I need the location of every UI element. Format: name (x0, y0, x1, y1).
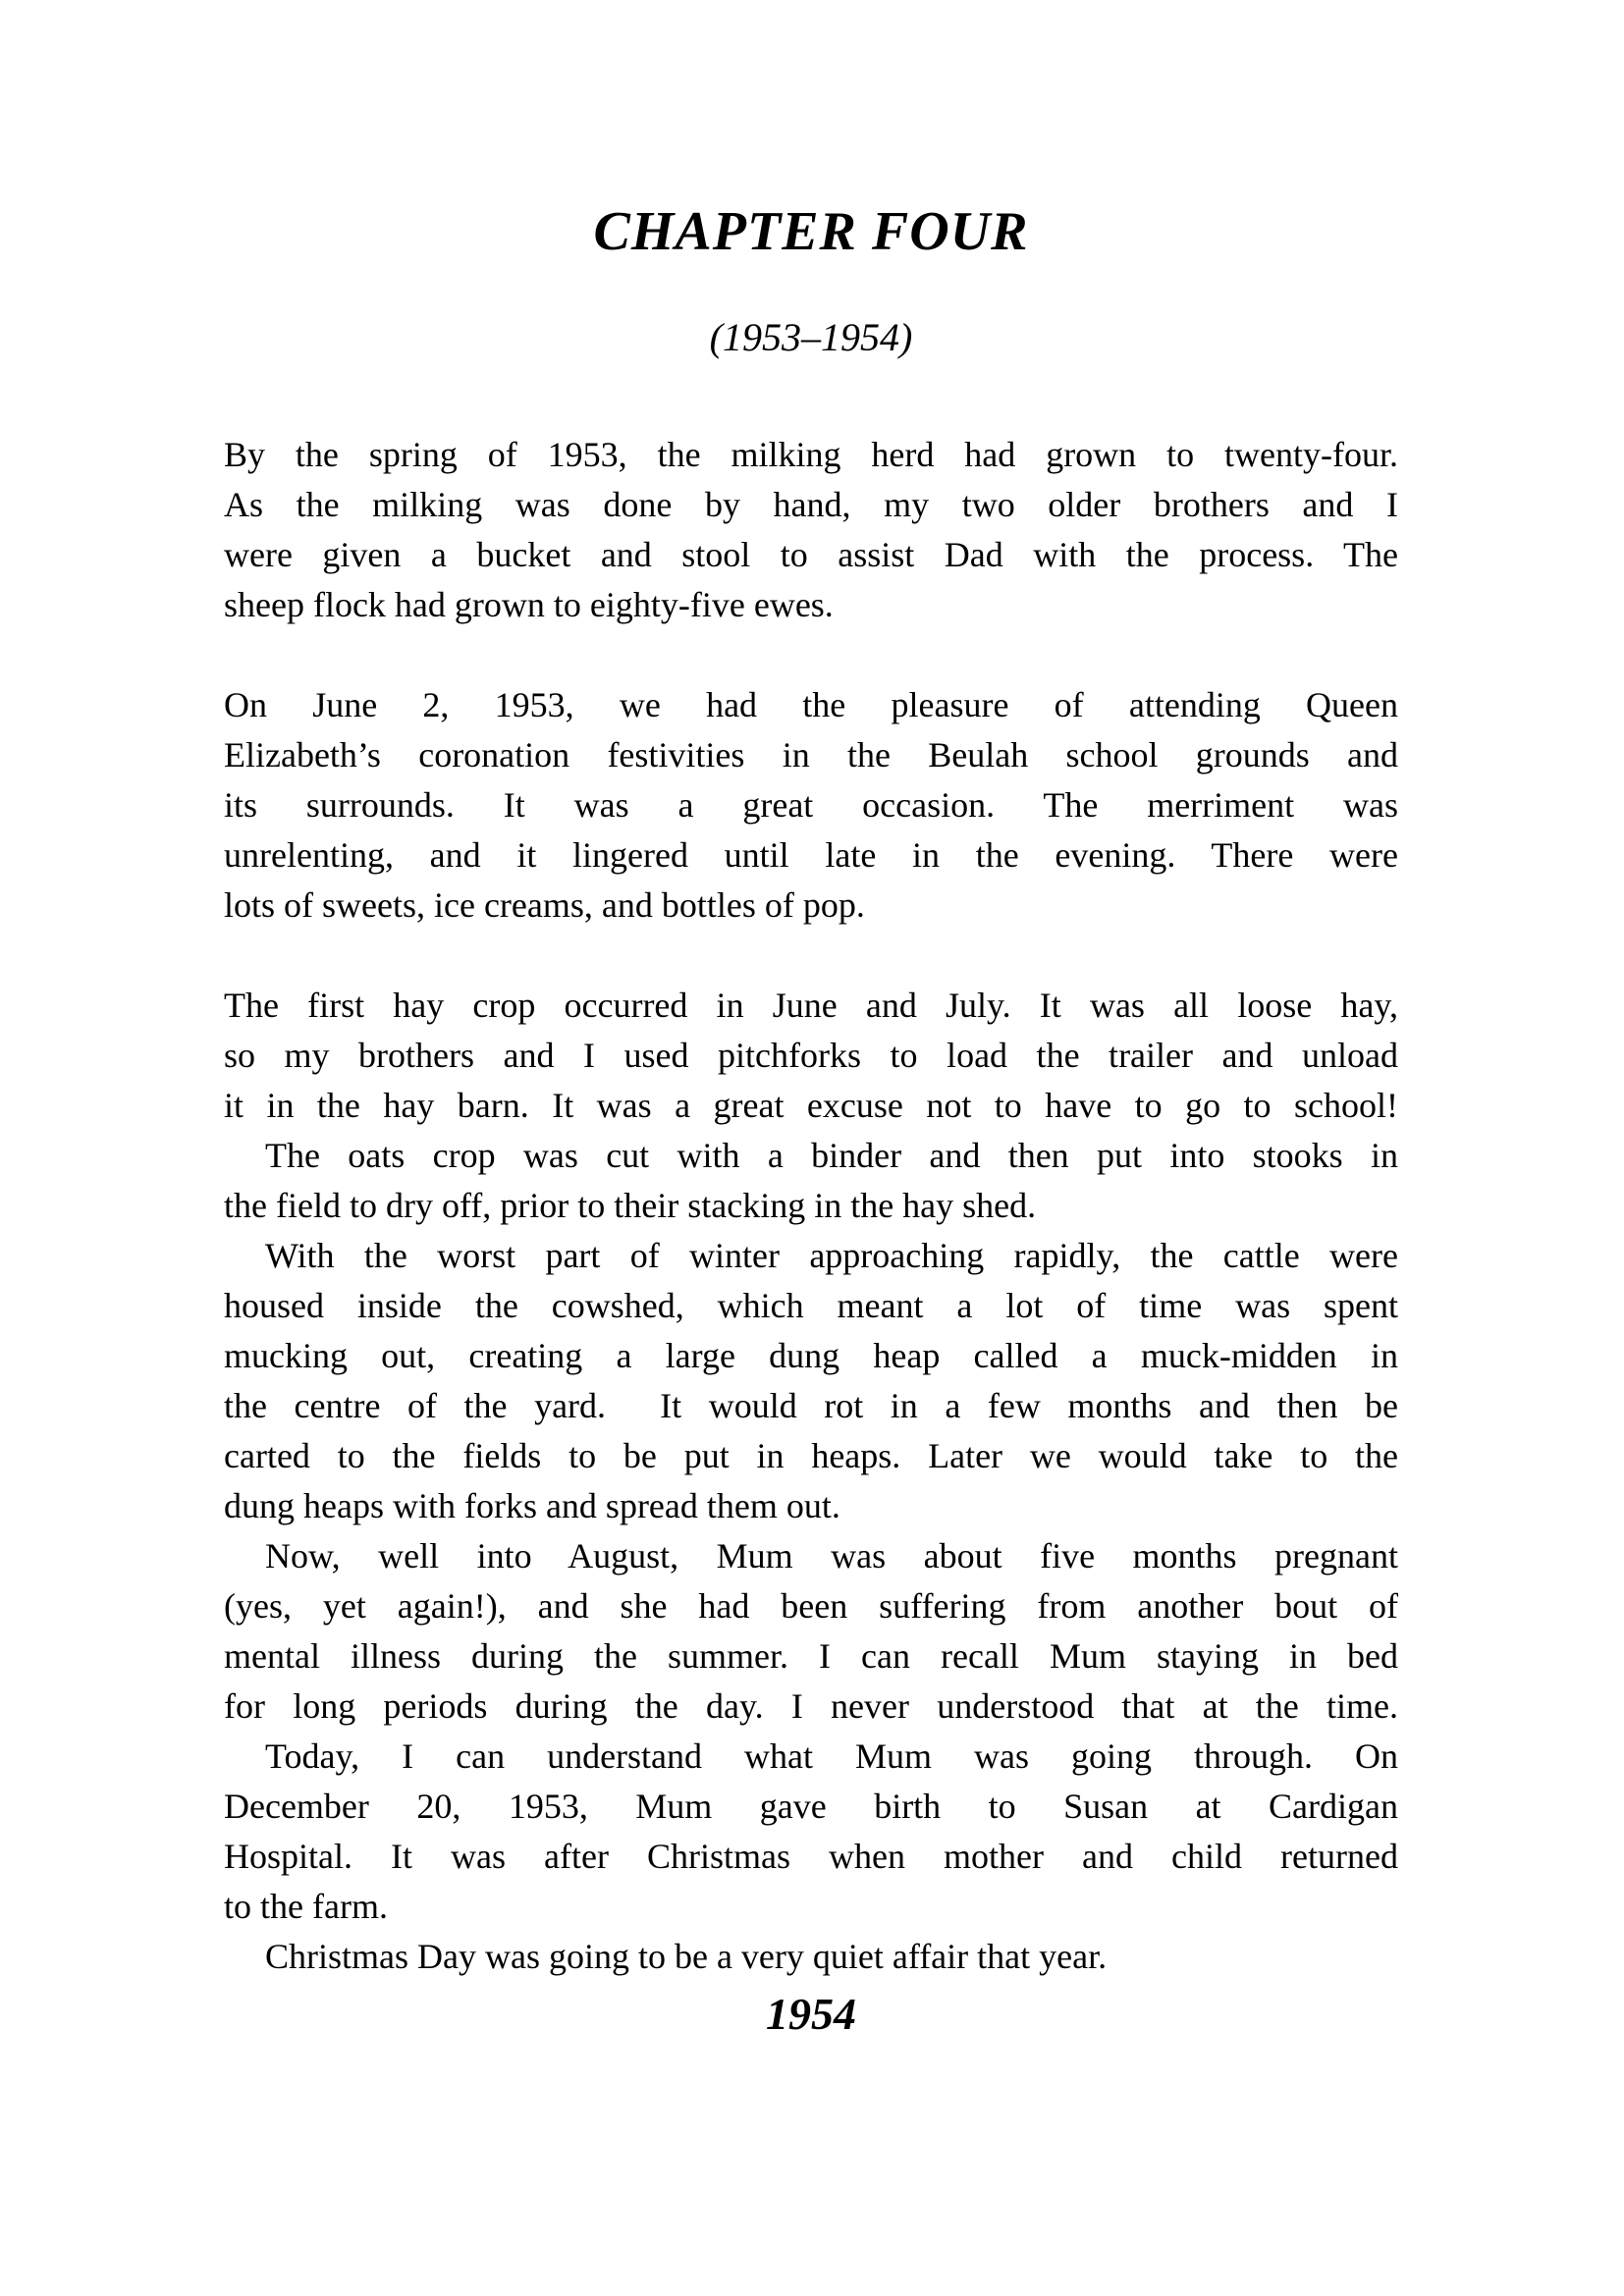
text-line: The oats crop was cut with a binder and then put into stooks in (265, 1136, 1398, 1175)
chapter-body (224, 430, 1398, 1982)
text-line: Hospital. It was after Christmas when mother and child returned (224, 1837, 1398, 1876)
paragraph (224, 1231, 1398, 1531)
paragraph (224, 1131, 1398, 1231)
paragraph (224, 981, 1398, 1131)
text-line: housed inside the cowshed, which meant a lot of time was spent (224, 1286, 1398, 1325)
text-line: Christmas Day was going to be a very quiet affair that year. (265, 1937, 1108, 1976)
text-line: December 20, 1953, Mum gave birth to Susan at Cardigan (224, 1787, 1398, 1826)
text-line: With the worst part of winter approaching rapidly, the cattle were (265, 1236, 1398, 1275)
text-line: the field to dry off, prior to their stacking in the hay shed. (224, 1186, 1037, 1225)
text-line: mucking out, creating a large dung heap called a muck-midden in (224, 1336, 1398, 1375)
chapter-subtitle: (1953–1954) (709, 315, 913, 359)
page-year-label: 1954 (766, 1989, 856, 2039)
text-line: to the farm. (224, 1887, 388, 1926)
text-line: the centre of the yard. It would rot in a few months and then be (224, 1386, 1398, 1425)
text-line: The first hay crop occurred in June and July. It was all loose hay, (224, 986, 1398, 1025)
text-line: On June 2, 1953, we had the pleasure of attending Queen (224, 685, 1398, 724)
text-line: Today, I can understand what Mum was going through. On (265, 1736, 1398, 1776)
text-line: Elizabeth’s coronation festivities in the Beulah school grounds and (224, 735, 1398, 774)
text-line: dung heaps with forks and spread them out. (224, 1486, 840, 1525)
text-line: unrelenting, and it lingered until late in the evening. There were (224, 835, 1398, 875)
text-line: for long periods during the day. I never understood that at the time. (224, 1686, 1398, 1726)
chapter-title: CHAPTER FOUR (593, 201, 1029, 262)
text-line: sheep flock had grown to eighty-five ewes. (224, 585, 834, 624)
text-line: lots of sweets, ice creams, and bottles of pop. (224, 885, 865, 925)
text-line: As the milking was done by hand, my two older brothers and I (224, 485, 1398, 524)
paragraph (224, 1531, 1398, 1732)
paragraph (224, 430, 1398, 630)
text-line: By the spring of 1953, the milking herd had grown to twenty-four. (224, 435, 1398, 474)
paragraph (224, 1732, 1398, 1932)
paragraph (224, 1932, 1398, 1982)
paragraph (224, 680, 1398, 931)
text-line: its surrounds. It was a great occasion. The merriment was (224, 785, 1398, 825)
text-line: (yes, yet again!), and she had been suffering from another bout of (224, 1586, 1398, 1626)
text-line: carted to the fields to be put in heaps. Later we would take to the (224, 1436, 1398, 1475)
text-line: Now, well into August, Mum was about five months pregnant (265, 1536, 1398, 1575)
text-line: were given a bucket and stool to assist Dad with the process. The (224, 535, 1398, 574)
text-line: mental illness during the summer. I can recall Mum staying in bed (224, 1636, 1398, 1676)
text-line: it in the hay barn. It was a great excuse not to have to go to school! (224, 1086, 1398, 1125)
text-line: so my brothers and I used pitchforks to load the trailer and unload (224, 1036, 1398, 1075)
